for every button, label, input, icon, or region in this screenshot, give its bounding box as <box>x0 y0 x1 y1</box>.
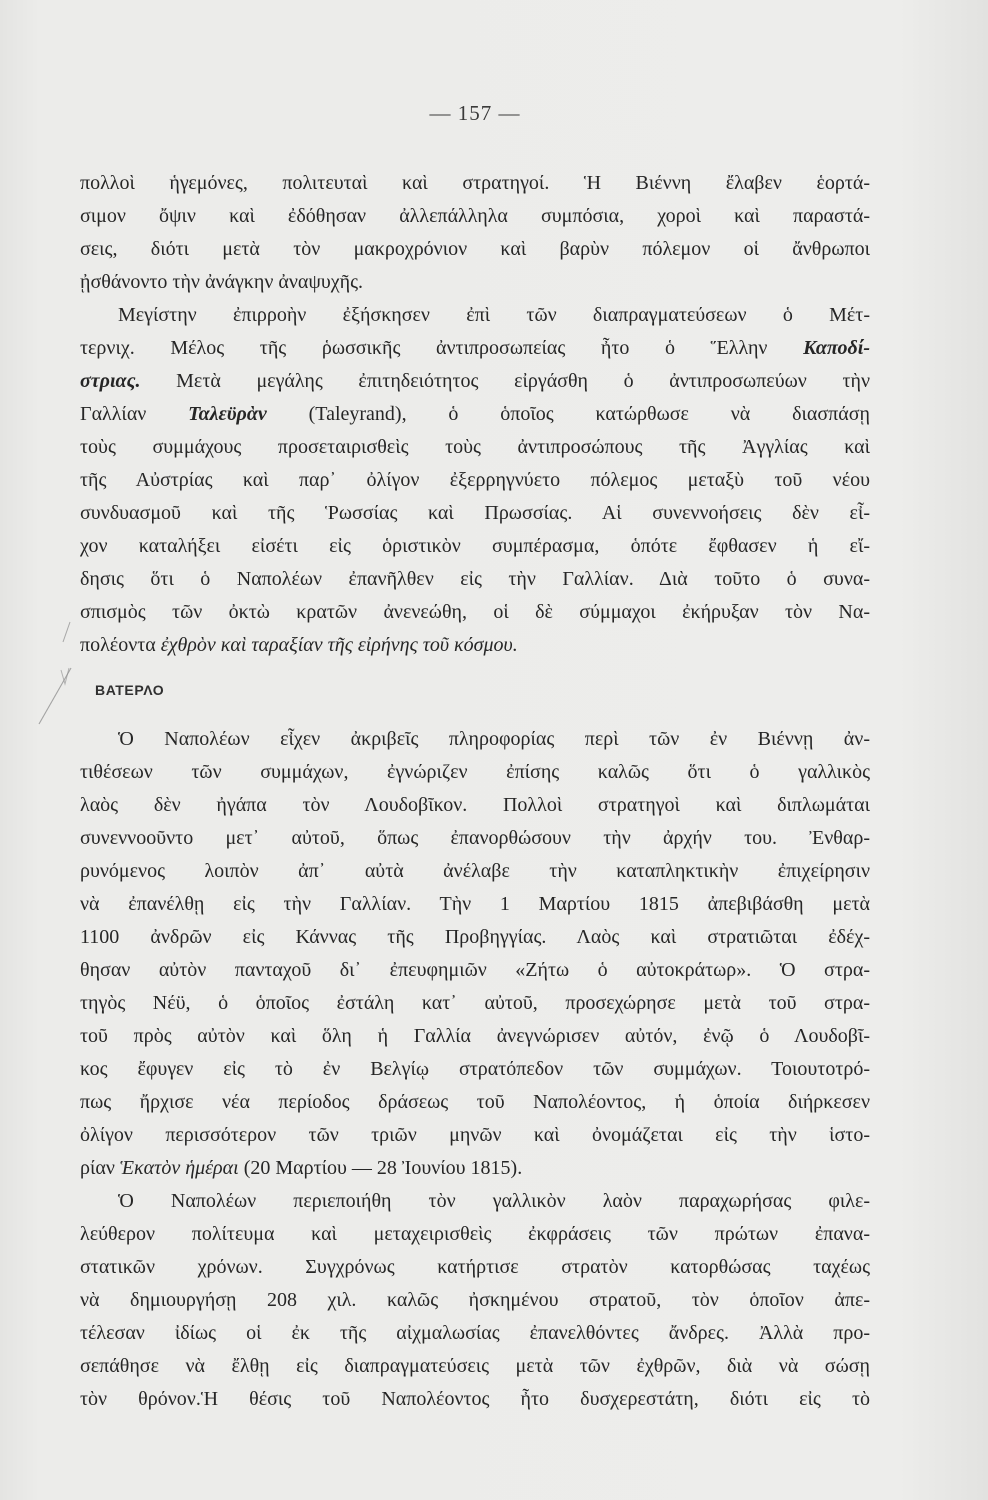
text-line: τιθέσεων τῶν συμμάχων, ἐγνώριζεν ἐπίσης καλῶς ὅτι ὁ γαλλικὸς <box>80 761 870 783</box>
text-line: ᾐσθάνοντο τὴν ἀνάγκην ἀναψυχῆς. <box>80 271 364 293</box>
text-line: τῆς Αὐστρίας καὶ παρ᾽ ὀλίγον ἐξερρηγνύετο πόλεμος μεταξὺ τοῦ νέου <box>80 469 870 491</box>
text-segment: (20 Μαρτίου — 28 Ἰουνίου 1815). <box>238 1157 523 1179</box>
section-heading: ΒΑΤΕΡΛΟ <box>95 682 165 698</box>
text-line: σιμον ὄψιν καὶ ἐδόθησαν ἀλλεπάλληλα συμπόσια, χοροὶ καὶ παραστά- <box>80 205 870 227</box>
text-segment: Μετὰ μεγάλης ἐπιτηδειότητος εἰργάσθη ὁ ἀντιπροσωπεύων τὴν <box>140 370 870 392</box>
text-line: πολλοὶ ἡγεμόνες, πολιτευταὶ καὶ στρατηγοί. Ἡ Βιέννη ἔλαβεν ἑορτά- <box>80 172 870 194</box>
text-line <box>80 365 870 398</box>
text-line: συνεννοοῦντο μετ᾽ αὐτοῦ, ὅπως ἐπανορθώσουν τὴν ἀρχήν του. Ἐνθαρ- <box>80 827 870 849</box>
text-line: νὰ ἐπανέλθῃ εἰς τὴν Γαλλίαν. Τὴν 1 Μαρτίου 1815 ἀπεβιβάσθη μετὰ <box>80 893 870 915</box>
text-line: ὀλίγον περισσότερον τῶν τριῶν μηνῶν καὶ ὀνομάζεται εἰς τὴν ἱστο- <box>80 1124 870 1146</box>
page-number: — 157 — <box>429 101 521 125</box>
text-line: Ὁ Ναπολέων εἶχεν ἀκριβεῖς πληροφορίας περὶ τῶν ἐν Βιέννῃ ἀν- <box>118 728 870 750</box>
text-segment: ρίαν <box>80 1157 120 1179</box>
bold-italic-name: Καποδί- <box>803 337 870 359</box>
bold-italic-name: στριας. <box>80 370 141 392</box>
italic-text: ἐχθρὸν καὶ ταραξίαν τῆς εἰρήνης τοῦ κόσμου. <box>160 634 518 656</box>
text-line <box>80 1152 870 1185</box>
text-line: σπισμὸς τῶν ὀκτὼ κρατῶν ἀνενεώθη, οἱ δὲ σύμμαχοι ἐκήρυξαν τὸν Να- <box>80 601 870 623</box>
text-line: χον καταλήξει εἰσέτι εἰς ὁριστικὸν συμπέρασμα, ὁπότε ἔφθασεν ἡ εἴ- <box>80 535 870 557</box>
text-line: τοὺς συμμάχους προσεταιρισθεὶς τοὺς ἀντιπροσώπους τῆς Ἀγγλίας καὶ <box>80 436 870 458</box>
text-line: κος ἔφυγεν εἰς τὸ ἐν Βελγίῳ στρατόπεδον τῶν συμμάχων. Τοιουτοτρό- <box>80 1058 870 1080</box>
text-line: τὸν θρόνον.Ἡ θέσις τοῦ Ναπολέοντος ἦτο δυσχερεστάτη, διότι εἰς τὸ <box>80 1388 870 1410</box>
text-line: λαὸς δὲν ἠγάπα τὸν Λουδοβῖκον. Πολλοὶ στρατηγοὶ καὶ διπλωμάται <box>80 794 870 816</box>
text-segment: (Taleyrand), ὁ ὁποῖος κατώρθωσε νὰ διασπάσῃ <box>266 403 870 425</box>
text-segment: τερνιχ. Μέλος τῆς ῥωσσικῆς ἀντιπροσωπείας ἦτο ὁ Ἕλλην <box>80 337 804 359</box>
text-segment: πολέοντα <box>80 634 161 656</box>
text-line: τέλεσαν ἰδίως οἱ ἐκ τῆς αἰχμαλωσίας ἐπανελθόντες ἄνδρες. Ἀλλὰ προ- <box>80 1322 870 1344</box>
text-line <box>80 332 870 365</box>
text-line <box>80 398 870 431</box>
text-segment: Γαλλίαν <box>80 403 189 425</box>
text-line: νὰ δημιουργήσῃ 208 χιλ. καλῶς ἠσκημένου στρατοῦ, τὸν ὁποῖον ἀπε- <box>80 1289 870 1311</box>
text-line: ρυνόμενος λοιπὸν ἀπ᾽ αὐτὰ ἀνέλαβε τὴν καταπληκτικὴν ἐπιχείρησιν <box>80 860 870 882</box>
text-line: θησαν αὐτὸν πανταχοῦ δι᾽ ἐπευφημιῶν «Ζήτω ὁ αὐτοκράτωρ». Ὁ στρα- <box>80 959 870 981</box>
text-line: τηγὸς Νέϋ, ὁ ὁποῖος ἐστάλη κατ᾽ αὐτοῦ, προσεχώρησε μετὰ τοῦ στρα- <box>80 992 870 1014</box>
text-line: συνδυασμοῦ καὶ τῆς Ῥωσσίας καὶ Πρωσσίας. Αἱ συνεννοήσεις δὲν εἶ- <box>80 502 870 524</box>
text-line: Μεγίστην ἐπιρροὴν ἐξήσκησεν ἐπὶ τῶν διαπραγματεύσεων ὁ Μέτ- <box>118 304 870 326</box>
bold-italic-name: Ταλεϋρὰν <box>188 403 267 425</box>
text-line: λεύθερον πολίτευμα καὶ μεταχειρισθεὶς ἐκφράσεις τῶν πρώτων ἐπανα- <box>80 1223 870 1245</box>
pencil-margin-mark <box>25 618 85 728</box>
text-line: στατικῶν χρόνων. Συγχρόνως κατήρτισε στρατὸν κατορθώσας ταχέως <box>80 1256 870 1278</box>
text-line: τοῦ πρὸς αὐτὸν καὶ ὅλη ἡ Γαλλία ἀνεγνώρισεν αὐτόν, ἐνῷ ὁ Λουδοβῖ- <box>80 1025 870 1047</box>
text-line: Ὁ Ναπολέων περιεποιήθη τὸν γαλλικὸν λαὸν παραχωρήσας φιλε- <box>118 1190 870 1212</box>
text-line: σεπάθησε νὰ ἔλθῃ εἰς διαπραγματεύσεις μετὰ τῶν ἐχθρῶν, διὰ νὰ σώσῃ <box>80 1355 870 1377</box>
text-line: δησις ὅτι ὁ Ναπολέων ἐπανῆλθεν εἰς τὴν Γαλλίαν. Διὰ τοῦτο ὁ συνα- <box>80 568 870 590</box>
text-line: σεις, διότι μετὰ τὸν μακροχρόνιον καὶ βαρὺν πόλεμον οἱ ἄνθρωποι <box>80 238 870 260</box>
text-line <box>80 629 870 662</box>
text-line: 1100 ἀνδρῶν εἰς Κάννας τῆς Προβηγγίας. Λαὸς καὶ στρατιῶται ἐδέχ- <box>80 926 870 948</box>
text-line: πως ἤρχισε νέα περίοδος δράσεως τοῦ Ναπολέοντος, ἡ ὁποία διήρκεσεν <box>80 1091 870 1113</box>
italic-text: Ἑκατὸν ἡμέραι <box>119 1157 239 1179</box>
body-text <box>80 167 870 1416</box>
